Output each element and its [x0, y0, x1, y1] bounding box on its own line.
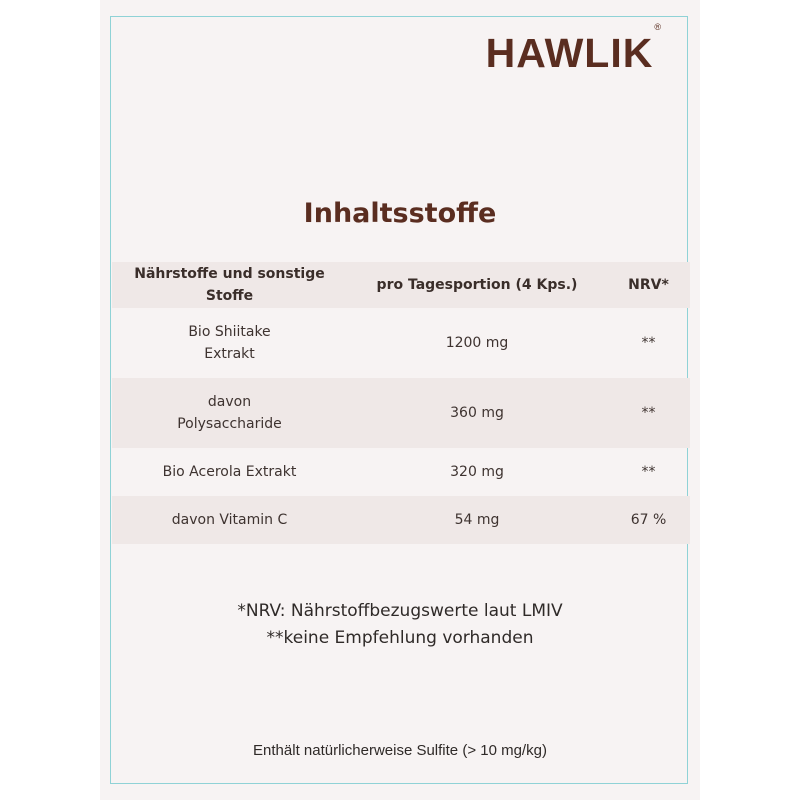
ingredient-amount: 54 mg [454, 512, 500, 528]
footnotes [100, 598, 700, 652]
table-row [112, 496, 690, 544]
registered-mark: ® [654, 22, 662, 33]
ingredient-nrv: ** [641, 335, 656, 351]
table-header [112, 262, 690, 308]
page-title: Inhaltsstoffe [303, 198, 497, 229]
sulfite-note: Enthält natürlicherweise Sulfite (> 10 mg/kg) [253, 742, 547, 759]
ingredient-amount: 320 mg [450, 464, 504, 480]
header-daily-portion: pro Tagesportion (4 Kps.) [376, 277, 578, 293]
ingredient-name: davon Polysaccharide [177, 394, 282, 432]
ingredient-nrv: ** [641, 464, 656, 480]
ingredient-name: Bio Shiitake Extrakt [188, 324, 271, 362]
brand-logo: HAWLIK® [485, 22, 662, 76]
ingredient-name: Bio Acerola Extrakt [162, 464, 297, 480]
ingredient-nrv: 67 % [630, 512, 667, 528]
ingredient-amount: 360 mg [450, 405, 504, 421]
ingredient-name: davon Vitamin C [171, 512, 288, 528]
header-nutrients: Nährstoffe und sonstige Stoffe [134, 266, 325, 304]
header-nrv: NRV* [628, 277, 669, 293]
ingredient-amount: 1200 mg [445, 335, 509, 351]
ingredient-nrv: ** [641, 405, 656, 421]
table-row [112, 378, 690, 448]
footnote-nrv: *NRV: Nährstoffbezugswerte laut LMIV [237, 601, 563, 621]
footnote-no-recommendation: **keine Empfehlung vorhanden [266, 628, 534, 648]
table-row [112, 308, 690, 378]
ingredients-table [112, 262, 690, 544]
table-row [112, 448, 690, 496]
